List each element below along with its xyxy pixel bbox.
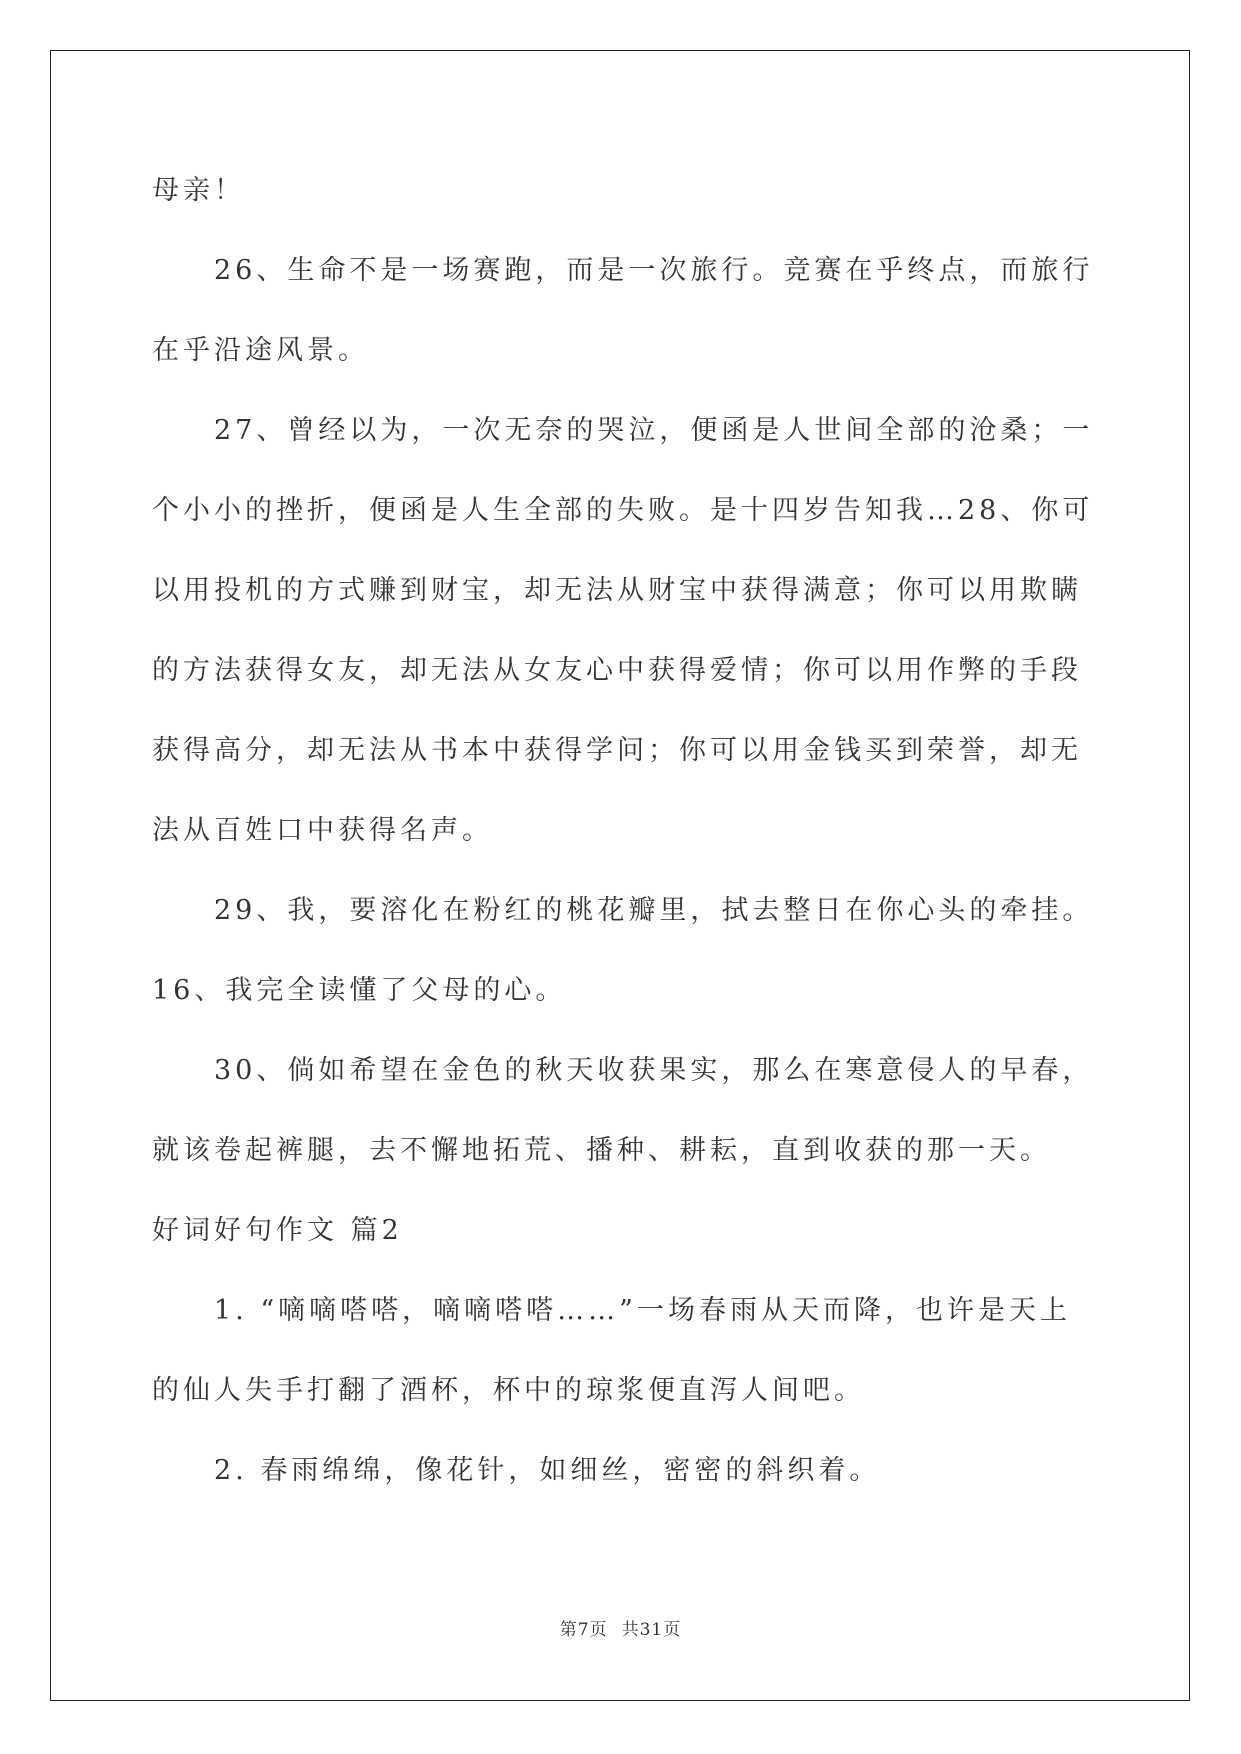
text-line: 的仙人失手打翻了酒杯，杯中的琼浆便直泻人间吧。	[152, 1375, 865, 1406]
text-line: 30、倘如希望在金色的秋天收获果实，那么在寒意侵人的早春，	[152, 1055, 1094, 1086]
text-line: 27、曾经以为，一次无奈的哭泣，便函是人世间全部的沧桑；一	[152, 415, 1094, 446]
text-line: 母亲！	[152, 175, 245, 206]
text-line: 在乎沿途风景。	[152, 335, 369, 366]
page-number: 第7页	[559, 1620, 608, 1640]
page-footer	[0, 1615, 1241, 1640]
text-line: 16、我完全读懂了父母的心。	[152, 975, 567, 1006]
page-total: 共31页	[621, 1620, 682, 1640]
text-line: 1. “嘀嘀嗒嗒，嘀嘀嗒嗒……”一场春雨从天而降，也许是天上	[152, 1295, 1071, 1326]
text-line: 个小小的挫折，便函是人生全部的失败。是十四岁告知我…28、你可	[152, 495, 1094, 526]
text-line: 法从百姓口中获得名声。	[152, 815, 493, 846]
text-line: 26、生命不是一场赛跑，而是一次旅行。竞赛在乎终点，而旅行	[152, 255, 1094, 286]
section-heading: 好词好句作文 篇2	[152, 1215, 403, 1246]
text-line: 以用投机的方式赚到财宝，却无法从财宝中获得满意；你可以用欺瞒	[152, 575, 1082, 606]
text-line: 29、我，要溶化在粉红的桃花瓣里，拭去整日在你心头的牵挂。	[152, 895, 1094, 926]
text-line: 获得高分，却无法从书本中获得学问；你可以用金钱买到荣誉，却无	[152, 735, 1082, 766]
text-line: 的方法获得女友，却无法从女友心中获得爱情；你可以用作弊的手段	[152, 655, 1082, 686]
text-line: 2. 春雨绵绵，像花针，如细丝，密密的斜织着。	[152, 1455, 881, 1486]
text-line: 就该卷起裤腿，去不懈地拓荒、播种、耕耘，直到收获的那一天。	[152, 1135, 1051, 1166]
